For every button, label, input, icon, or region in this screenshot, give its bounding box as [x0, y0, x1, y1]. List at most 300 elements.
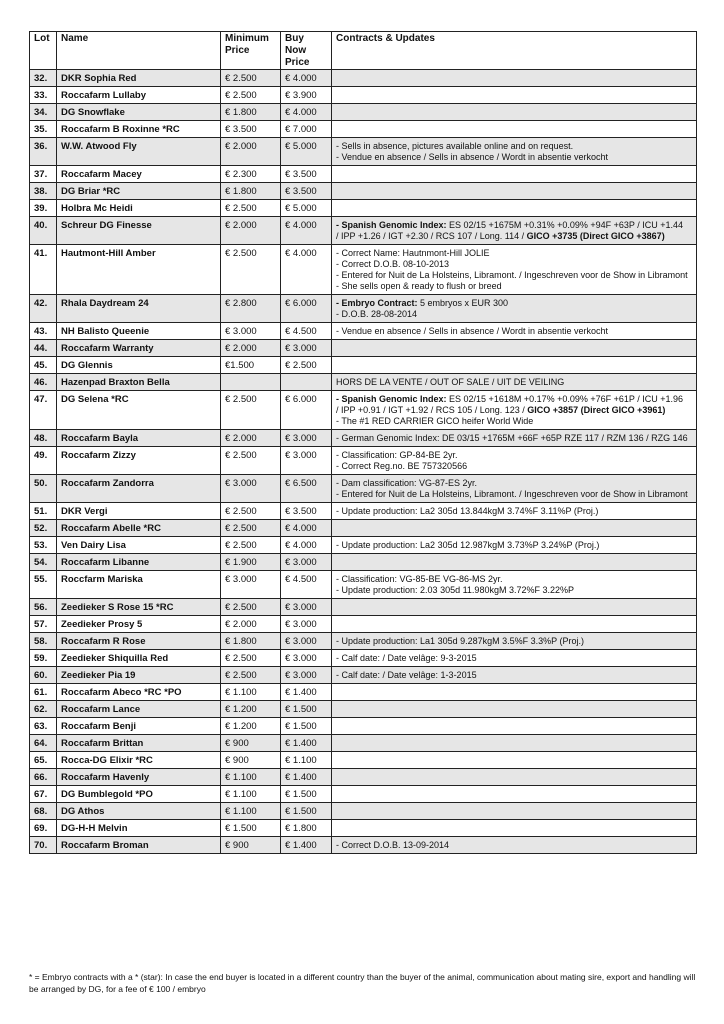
- table-row: [30, 554, 697, 571]
- name-cell: Roccafarm Macey: [57, 166, 221, 183]
- contracts-line: [336, 506, 692, 517]
- minimum-price-cell: € 1.100: [221, 786, 281, 803]
- contracts-text: - Correct D.O.B. 08-10-2013: [336, 259, 450, 269]
- lot-cell: 62.: [30, 701, 57, 718]
- contracts-text: - Entered for Nuit de La Holsteins, Libramont. / Ingeschreven voor de Show in Libramont: [336, 270, 688, 280]
- name-cell: Zeedieker Prosy 5: [57, 616, 221, 633]
- lot-cell: 47.: [30, 391, 57, 430]
- minimum-price-cell: € 1.100: [221, 769, 281, 786]
- minimum-price-cell: € 2.000: [221, 138, 281, 166]
- buy-now-price-cell: € 3.900: [281, 87, 332, 104]
- table-row: [30, 447, 697, 475]
- buy-now-price-cell: € 3.000: [281, 340, 332, 357]
- name-cell: Roccafarm B Roxinne *RC: [57, 121, 221, 138]
- name-cell: DG Snowflake: [57, 104, 221, 121]
- contracts-line: [336, 450, 692, 461]
- table-row: [30, 200, 697, 217]
- lot-cell: 46.: [30, 374, 57, 391]
- contracts-cell: [332, 323, 697, 340]
- lot-cell: 36.: [30, 138, 57, 166]
- contracts-text: - Spanish Genomic Index:: [336, 394, 447, 404]
- lot-cell: 43.: [30, 323, 57, 340]
- contracts-text: - Classification: VG-85-BE VG-86-MS 2yr.: [336, 574, 503, 584]
- buy-now-price-cell: € 1.500: [281, 718, 332, 735]
- name-cell: Roccfarm Mariska: [57, 571, 221, 599]
- contracts-cell: [332, 701, 697, 718]
- name-cell: Roccafarm Brittan: [57, 735, 221, 752]
- table-row: [30, 183, 697, 200]
- contracts-text: - Spanish Genomic Index:: [336, 220, 447, 230]
- contracts-text: HORS DE LA VENTE / OUT OF SALE / UIT DE VEILING: [336, 377, 565, 387]
- buy-now-price-cell: € 1.500: [281, 803, 332, 820]
- table-row: [30, 475, 697, 503]
- minimum-price-cell: € 2.500: [221, 245, 281, 295]
- contracts-cell: [332, 837, 697, 854]
- minimum-price-cell: € 2.000: [221, 430, 281, 447]
- minimum-price-cell: € 1.100: [221, 684, 281, 701]
- name-cell: Roccafarm Bayla: [57, 430, 221, 447]
- contracts-line: [336, 377, 692, 388]
- table-row: [30, 650, 697, 667]
- buy-now-price-cell: € 6.000: [281, 295, 332, 323]
- table-row: [30, 616, 697, 633]
- header-minimum-price-line2: Price: [225, 45, 250, 56]
- lot-cell: 38.: [30, 183, 57, 200]
- minimum-price-cell: € 2.500: [221, 650, 281, 667]
- contracts-cell: [332, 650, 697, 667]
- minimum-price-cell: € 2.800: [221, 295, 281, 323]
- lot-table: [29, 31, 697, 854]
- contracts-text: - Embryo Contract:: [336, 298, 418, 308]
- contracts-text: - Vendue en absence / Sells in absence / Wordt in absentie verkocht: [336, 152, 608, 162]
- buy-now-price-cell: € 4.000: [281, 104, 332, 121]
- contracts-text: - Vendue en absence / Sells in absence / Wordt in absentie verkocht: [336, 326, 608, 336]
- minimum-price-cell: € 2.500: [221, 537, 281, 554]
- contracts-text: - Dam classification: VG-87-ES 2yr.: [336, 478, 478, 488]
- buy-now-price-cell: € 5.000: [281, 200, 332, 217]
- contracts-cell: [332, 200, 697, 217]
- name-cell: Roccafarm Abeco *RC *PO: [57, 684, 221, 701]
- lot-cell: 54.: [30, 554, 57, 571]
- name-cell: Roccafarm Libanne: [57, 554, 221, 571]
- table-row: [30, 735, 697, 752]
- contracts-line: [336, 670, 692, 681]
- contracts-line: [336, 540, 692, 551]
- table-header-row: [30, 32, 697, 70]
- lot-cell: 45.: [30, 357, 57, 374]
- lot-cell: 65.: [30, 752, 57, 769]
- buy-now-price-cell: € 1.400: [281, 769, 332, 786]
- buy-now-price-cell: € 3.000: [281, 430, 332, 447]
- name-cell: DG Glennis: [57, 357, 221, 374]
- minimum-price-cell: € 2.000: [221, 340, 281, 357]
- lot-cell: 51.: [30, 503, 57, 520]
- name-cell: Zeedieker Shiquilla Red: [57, 650, 221, 667]
- contracts-cell: [332, 803, 697, 820]
- contracts-line: [336, 281, 692, 292]
- contracts-cell: [332, 104, 697, 121]
- name-cell: Roccafarm Benji: [57, 718, 221, 735]
- lot-cell: 63.: [30, 718, 57, 735]
- lot-cell: 61.: [30, 684, 57, 701]
- lot-cell: 58.: [30, 633, 57, 650]
- table-row: [30, 599, 697, 616]
- contracts-line: [336, 326, 692, 337]
- contracts-line: [336, 405, 692, 416]
- contracts-cell: [332, 391, 697, 430]
- table-row: [30, 121, 697, 138]
- contracts-cell: [332, 138, 697, 166]
- minimum-price-cell: € 1.200: [221, 718, 281, 735]
- table-row: [30, 295, 697, 323]
- header-name: Name: [57, 32, 221, 70]
- header-minimum-price: [221, 32, 281, 70]
- table-row: [30, 667, 697, 684]
- buy-now-price-cell: € 3.000: [281, 667, 332, 684]
- lot-cell: 69.: [30, 820, 57, 837]
- name-cell: Roccafarm Lullaby: [57, 87, 221, 104]
- contracts-cell: [332, 735, 697, 752]
- lot-cell: 39.: [30, 200, 57, 217]
- table-row: [30, 786, 697, 803]
- table-row: [30, 340, 697, 357]
- minimum-price-cell: € 1.800: [221, 183, 281, 200]
- name-cell: Ven Dairy Lisa: [57, 537, 221, 554]
- lot-cell: 56.: [30, 599, 57, 616]
- lot-cell: 66.: [30, 769, 57, 786]
- contracts-line: [336, 220, 692, 231]
- minimum-price-cell: € 3.000: [221, 323, 281, 340]
- minimum-price-cell: € 2.500: [221, 520, 281, 537]
- buy-now-price-cell: € 3.000: [281, 650, 332, 667]
- table-row: [30, 391, 697, 430]
- contracts-cell: [332, 430, 697, 447]
- lot-cell: 35.: [30, 121, 57, 138]
- contracts-cell: [332, 245, 697, 295]
- contracts-text: - Correct Reg.no. BE 757320566: [336, 461, 468, 471]
- buy-now-price-cell: € 7.000: [281, 121, 332, 138]
- minimum-price-cell: € 3.500: [221, 121, 281, 138]
- name-cell: NH Balisto Queenie: [57, 323, 221, 340]
- table-row: [30, 520, 697, 537]
- name-cell: Schreur DG Finesse: [57, 217, 221, 245]
- minimum-price-cell: € 2.000: [221, 616, 281, 633]
- buy-now-price-cell: [281, 374, 332, 391]
- lot-cell: 55.: [30, 571, 57, 599]
- contracts-line: [336, 433, 692, 444]
- minimum-price-cell: € 1.500: [221, 820, 281, 837]
- table-row: [30, 752, 697, 769]
- contracts-cell: [332, 820, 697, 837]
- minimum-price-cell: € 2.500: [221, 599, 281, 616]
- contracts-line: [336, 574, 692, 585]
- name-cell: DG Bumblegold *PO: [57, 786, 221, 803]
- minimum-price-cell: € 2.500: [221, 667, 281, 684]
- contracts-text: / IPP +1.26 / IGT +2.30 / RCS 107 / Long. 114 /: [336, 231, 527, 241]
- contracts-text: / IPP +0.91 / IGT +1.92 / RCS 105 / Long. 123 /: [336, 405, 528, 415]
- table-row: [30, 684, 697, 701]
- contracts-cell: [332, 554, 697, 571]
- contracts-cell: [332, 295, 697, 323]
- lot-cell: 70.: [30, 837, 57, 854]
- contracts-text: - Update production: 2.03 305d 11.980kgM 3.72%F 3.22%P: [336, 585, 574, 595]
- name-cell: Rocca-DG Elixir *RC: [57, 752, 221, 769]
- lot-cell: 68.: [30, 803, 57, 820]
- contracts-text: GICO +3857 (Direct GICO +3961): [527, 405, 666, 415]
- lot-cell: 52.: [30, 520, 57, 537]
- name-cell: Roccafarm Havenly: [57, 769, 221, 786]
- contracts-text: - Correct D.O.B. 13-09-2014: [336, 840, 450, 850]
- minimum-price-cell: € 900: [221, 735, 281, 752]
- contracts-cell: [332, 718, 697, 735]
- table-row: [30, 357, 697, 374]
- lot-cell: 53.: [30, 537, 57, 554]
- contracts-line: [336, 152, 692, 163]
- contracts-cell: [332, 633, 697, 650]
- buy-now-price-cell: € 3.000: [281, 447, 332, 475]
- minimum-price-cell: €1.500: [221, 357, 281, 374]
- contracts-line: [336, 585, 692, 596]
- contracts-cell: [332, 183, 697, 200]
- buy-now-price-cell: € 6.500: [281, 475, 332, 503]
- name-cell: Roccafarm Abelle *RC: [57, 520, 221, 537]
- minimum-price-cell: € 2.300: [221, 166, 281, 183]
- contracts-line: [336, 259, 692, 270]
- buy-now-price-cell: € 3.000: [281, 633, 332, 650]
- contracts-line: [336, 298, 692, 309]
- table-row: [30, 571, 697, 599]
- name-cell: DG Athos: [57, 803, 221, 820]
- name-cell: Roccafarm Lance: [57, 701, 221, 718]
- contracts-cell: [332, 475, 697, 503]
- name-cell: Roccafarm Broman: [57, 837, 221, 854]
- buy-now-price-cell: € 5.000: [281, 138, 332, 166]
- footnote-line: * = Embryo contracts with a * (star): In case the end buyer is located in a different country than the buyer of the animal, communication about mating sire, export and handling will: [29, 972, 696, 982]
- header-contracts-updates: Contracts & Updates: [332, 32, 697, 70]
- minimum-price-cell: € 900: [221, 837, 281, 854]
- contracts-cell: [332, 616, 697, 633]
- contracts-line: [336, 231, 692, 242]
- contracts-cell: [332, 217, 697, 245]
- lot-cell: 44.: [30, 340, 57, 357]
- buy-now-price-cell: € 1.500: [281, 701, 332, 718]
- buy-now-price-cell: € 4.000: [281, 217, 332, 245]
- contracts-cell: [332, 684, 697, 701]
- minimum-price-cell: € 2.500: [221, 70, 281, 87]
- lot-cell: 50.: [30, 475, 57, 503]
- buy-now-price-cell: € 2.500: [281, 357, 332, 374]
- contracts-text: - Correct Name: Hautnmont-Hill JOLIE: [336, 248, 490, 258]
- name-cell: DG Briar *RC: [57, 183, 221, 200]
- contracts-cell: [332, 786, 697, 803]
- table-row: [30, 374, 697, 391]
- contracts-text: - D.O.B. 28-08-2014: [336, 309, 418, 319]
- contracts-cell: [332, 503, 697, 520]
- table-row: [30, 138, 697, 166]
- name-cell: Roccafarm Zandorra: [57, 475, 221, 503]
- contracts-line: [336, 840, 692, 851]
- buy-now-price-cell: € 4.000: [281, 245, 332, 295]
- table-row: [30, 837, 697, 854]
- buy-now-price-cell: € 3.500: [281, 503, 332, 520]
- name-cell: Roccafarm Warranty: [57, 340, 221, 357]
- contracts-cell: [332, 667, 697, 684]
- minimum-price-cell: € 3.000: [221, 475, 281, 503]
- lot-cell: 41.: [30, 245, 57, 295]
- contracts-cell: [332, 769, 697, 786]
- contracts-text: - German Genomic Index: DE 03/15 +1765M +66F +65P RZE 117 / RZM 136 / RZG 146: [336, 433, 688, 443]
- table-row: [30, 323, 697, 340]
- buy-now-price-cell: € 3.500: [281, 166, 332, 183]
- minimum-price-cell: € 2.500: [221, 447, 281, 475]
- minimum-price-cell: € 1.800: [221, 104, 281, 121]
- minimum-price-cell: € 2.500: [221, 87, 281, 104]
- contracts-line: [336, 461, 692, 472]
- lot-cell: 37.: [30, 166, 57, 183]
- table-row: [30, 701, 697, 718]
- buy-now-price-cell: € 1.500: [281, 786, 332, 803]
- header-buy-now-line1: Buy Now: [285, 33, 307, 56]
- contracts-text: GICO +3735 (Direct GICO +3867): [526, 231, 665, 241]
- table-row: [30, 166, 697, 183]
- buy-now-price-cell: € 1.400: [281, 837, 332, 854]
- name-cell: Hautmont-Hill Amber: [57, 245, 221, 295]
- contracts-text: - Update production: La1 305d 9.287kgM 3.5%F 3.3%P (Proj.): [336, 636, 584, 646]
- lot-cell: 57.: [30, 616, 57, 633]
- table-row: [30, 718, 697, 735]
- name-cell: DKR Vergi: [57, 503, 221, 520]
- lot-cell: 33.: [30, 87, 57, 104]
- buy-now-price-cell: € 6.000: [281, 391, 332, 430]
- name-cell: DG Selena *RC: [57, 391, 221, 430]
- lot-cell: 49.: [30, 447, 57, 475]
- table-row: [30, 769, 697, 786]
- minimum-price-cell: € 2.500: [221, 200, 281, 217]
- contracts-text: - The #1 RED CARRIER GICO heifer World Wide: [336, 416, 534, 426]
- contracts-cell: [332, 447, 697, 475]
- lot-cell: 59.: [30, 650, 57, 667]
- table-row: [30, 537, 697, 554]
- lot-cell: 40.: [30, 217, 57, 245]
- lot-cell: 42.: [30, 295, 57, 323]
- buy-now-price-cell: € 1.100: [281, 752, 332, 769]
- contracts-text: - She sells open & ready to flush or breed: [336, 281, 502, 291]
- contracts-line: [336, 270, 692, 281]
- contracts-text: - Sells in absence, pictures available online and on request.: [336, 141, 574, 151]
- contracts-text: - Calf date: / Date velâge: 1-3-2015: [336, 670, 477, 680]
- contracts-cell: [332, 537, 697, 554]
- name-cell: DG-H-H Melvin: [57, 820, 221, 837]
- lot-cell: 60.: [30, 667, 57, 684]
- contracts-line: [336, 489, 692, 500]
- name-cell: Zeedieker Pia 19: [57, 667, 221, 684]
- buy-now-price-cell: € 4.500: [281, 323, 332, 340]
- minimum-price-cell: [221, 374, 281, 391]
- table-body: [30, 70, 697, 854]
- table-row: [30, 245, 697, 295]
- lot-cell: 34.: [30, 104, 57, 121]
- contracts-text: - Update production: La2 305d 12.987kgM 3.73%P 3.24%P (Proj.): [336, 540, 600, 550]
- buy-now-price-cell: € 4.000: [281, 70, 332, 87]
- contracts-text: - Classification: GP-84-BE 2yr.: [336, 450, 458, 460]
- contracts-line: [336, 636, 692, 647]
- contracts-cell: [332, 70, 697, 87]
- header-minimum-price-line1: Minimum: [225, 33, 269, 44]
- contracts-text: ES 02/15 +1618M +0.17% +0.09% +76F +61P / ICU +1.96: [446, 394, 684, 404]
- contracts-text: ES 02/15 +1675M +0.31% +0.09% +94F +63P / ICU +1.44: [446, 220, 684, 230]
- minimum-price-cell: € 1.900: [221, 554, 281, 571]
- name-cell: Roccafarm R Rose: [57, 633, 221, 650]
- buy-now-price-cell: € 3.000: [281, 616, 332, 633]
- header-lot: Lot: [30, 32, 57, 70]
- contracts-line: [336, 309, 692, 320]
- table-row: [30, 430, 697, 447]
- lot-cell: 32.: [30, 70, 57, 87]
- contracts-cell: [332, 340, 697, 357]
- buy-now-price-cell: € 1.800: [281, 820, 332, 837]
- name-cell: W.W. Atwood Fly: [57, 138, 221, 166]
- table-row: [30, 803, 697, 820]
- minimum-price-cell: € 2.000: [221, 217, 281, 245]
- lot-cell: 64.: [30, 735, 57, 752]
- contracts-text: - Calf date: / Date velâge: 9-3-2015: [336, 653, 477, 663]
- buy-now-price-cell: € 3.000: [281, 599, 332, 616]
- table-row: [30, 820, 697, 837]
- buy-now-price-cell: € 3.500: [281, 183, 332, 200]
- name-cell: Roccafarm Zizzy: [57, 447, 221, 475]
- buy-now-price-cell: € 4.500: [281, 571, 332, 599]
- contracts-line: [336, 394, 692, 405]
- contracts-cell: [332, 520, 697, 537]
- minimum-price-cell: € 3.000: [221, 571, 281, 599]
- contracts-line: [336, 141, 692, 152]
- name-cell: Holbra Mc Heidi: [57, 200, 221, 217]
- header-buy-now-line2: Price: [285, 57, 310, 68]
- table-row: [30, 104, 697, 121]
- lot-cell: 48.: [30, 430, 57, 447]
- contracts-line: [336, 416, 692, 427]
- buy-now-price-cell: € 3.000: [281, 554, 332, 571]
- table-row: [30, 87, 697, 104]
- header-buy-now-price: [281, 32, 332, 70]
- contracts-cell: [332, 121, 697, 138]
- name-cell: Zeedieker S Rose 15 *RC: [57, 599, 221, 616]
- name-cell: DKR Sophia Red: [57, 70, 221, 87]
- minimum-price-cell: € 1.100: [221, 803, 281, 820]
- name-cell: Hazenpad Braxton Bella: [57, 374, 221, 391]
- minimum-price-cell: € 1.200: [221, 701, 281, 718]
- buy-now-price-cell: € 4.000: [281, 520, 332, 537]
- contracts-cell: [332, 166, 697, 183]
- minimum-price-cell: € 2.500: [221, 391, 281, 430]
- footnote: [29, 971, 696, 995]
- contracts-cell: [332, 374, 697, 391]
- contracts-cell: [332, 357, 697, 374]
- minimum-price-cell: € 900: [221, 752, 281, 769]
- contracts-line: [336, 653, 692, 664]
- contracts-cell: [332, 752, 697, 769]
- table-row: [30, 503, 697, 520]
- contracts-line: [336, 248, 692, 259]
- minimum-price-cell: € 1.800: [221, 633, 281, 650]
- name-cell: Rhala Daydream 24: [57, 295, 221, 323]
- table-row: [30, 70, 697, 87]
- buy-now-price-cell: € 4.000: [281, 537, 332, 554]
- lot-cell: 67.: [30, 786, 57, 803]
- minimum-price-cell: € 2.500: [221, 503, 281, 520]
- contracts-text: - Update production: La2 305d 13.844kgM 3.74%F 3.11%P (Proj.): [336, 506, 599, 516]
- contracts-text: - Entered for Nuit de La Holsteins, Libramont. / Ingeschreven voor de Show in Libramont: [336, 489, 688, 499]
